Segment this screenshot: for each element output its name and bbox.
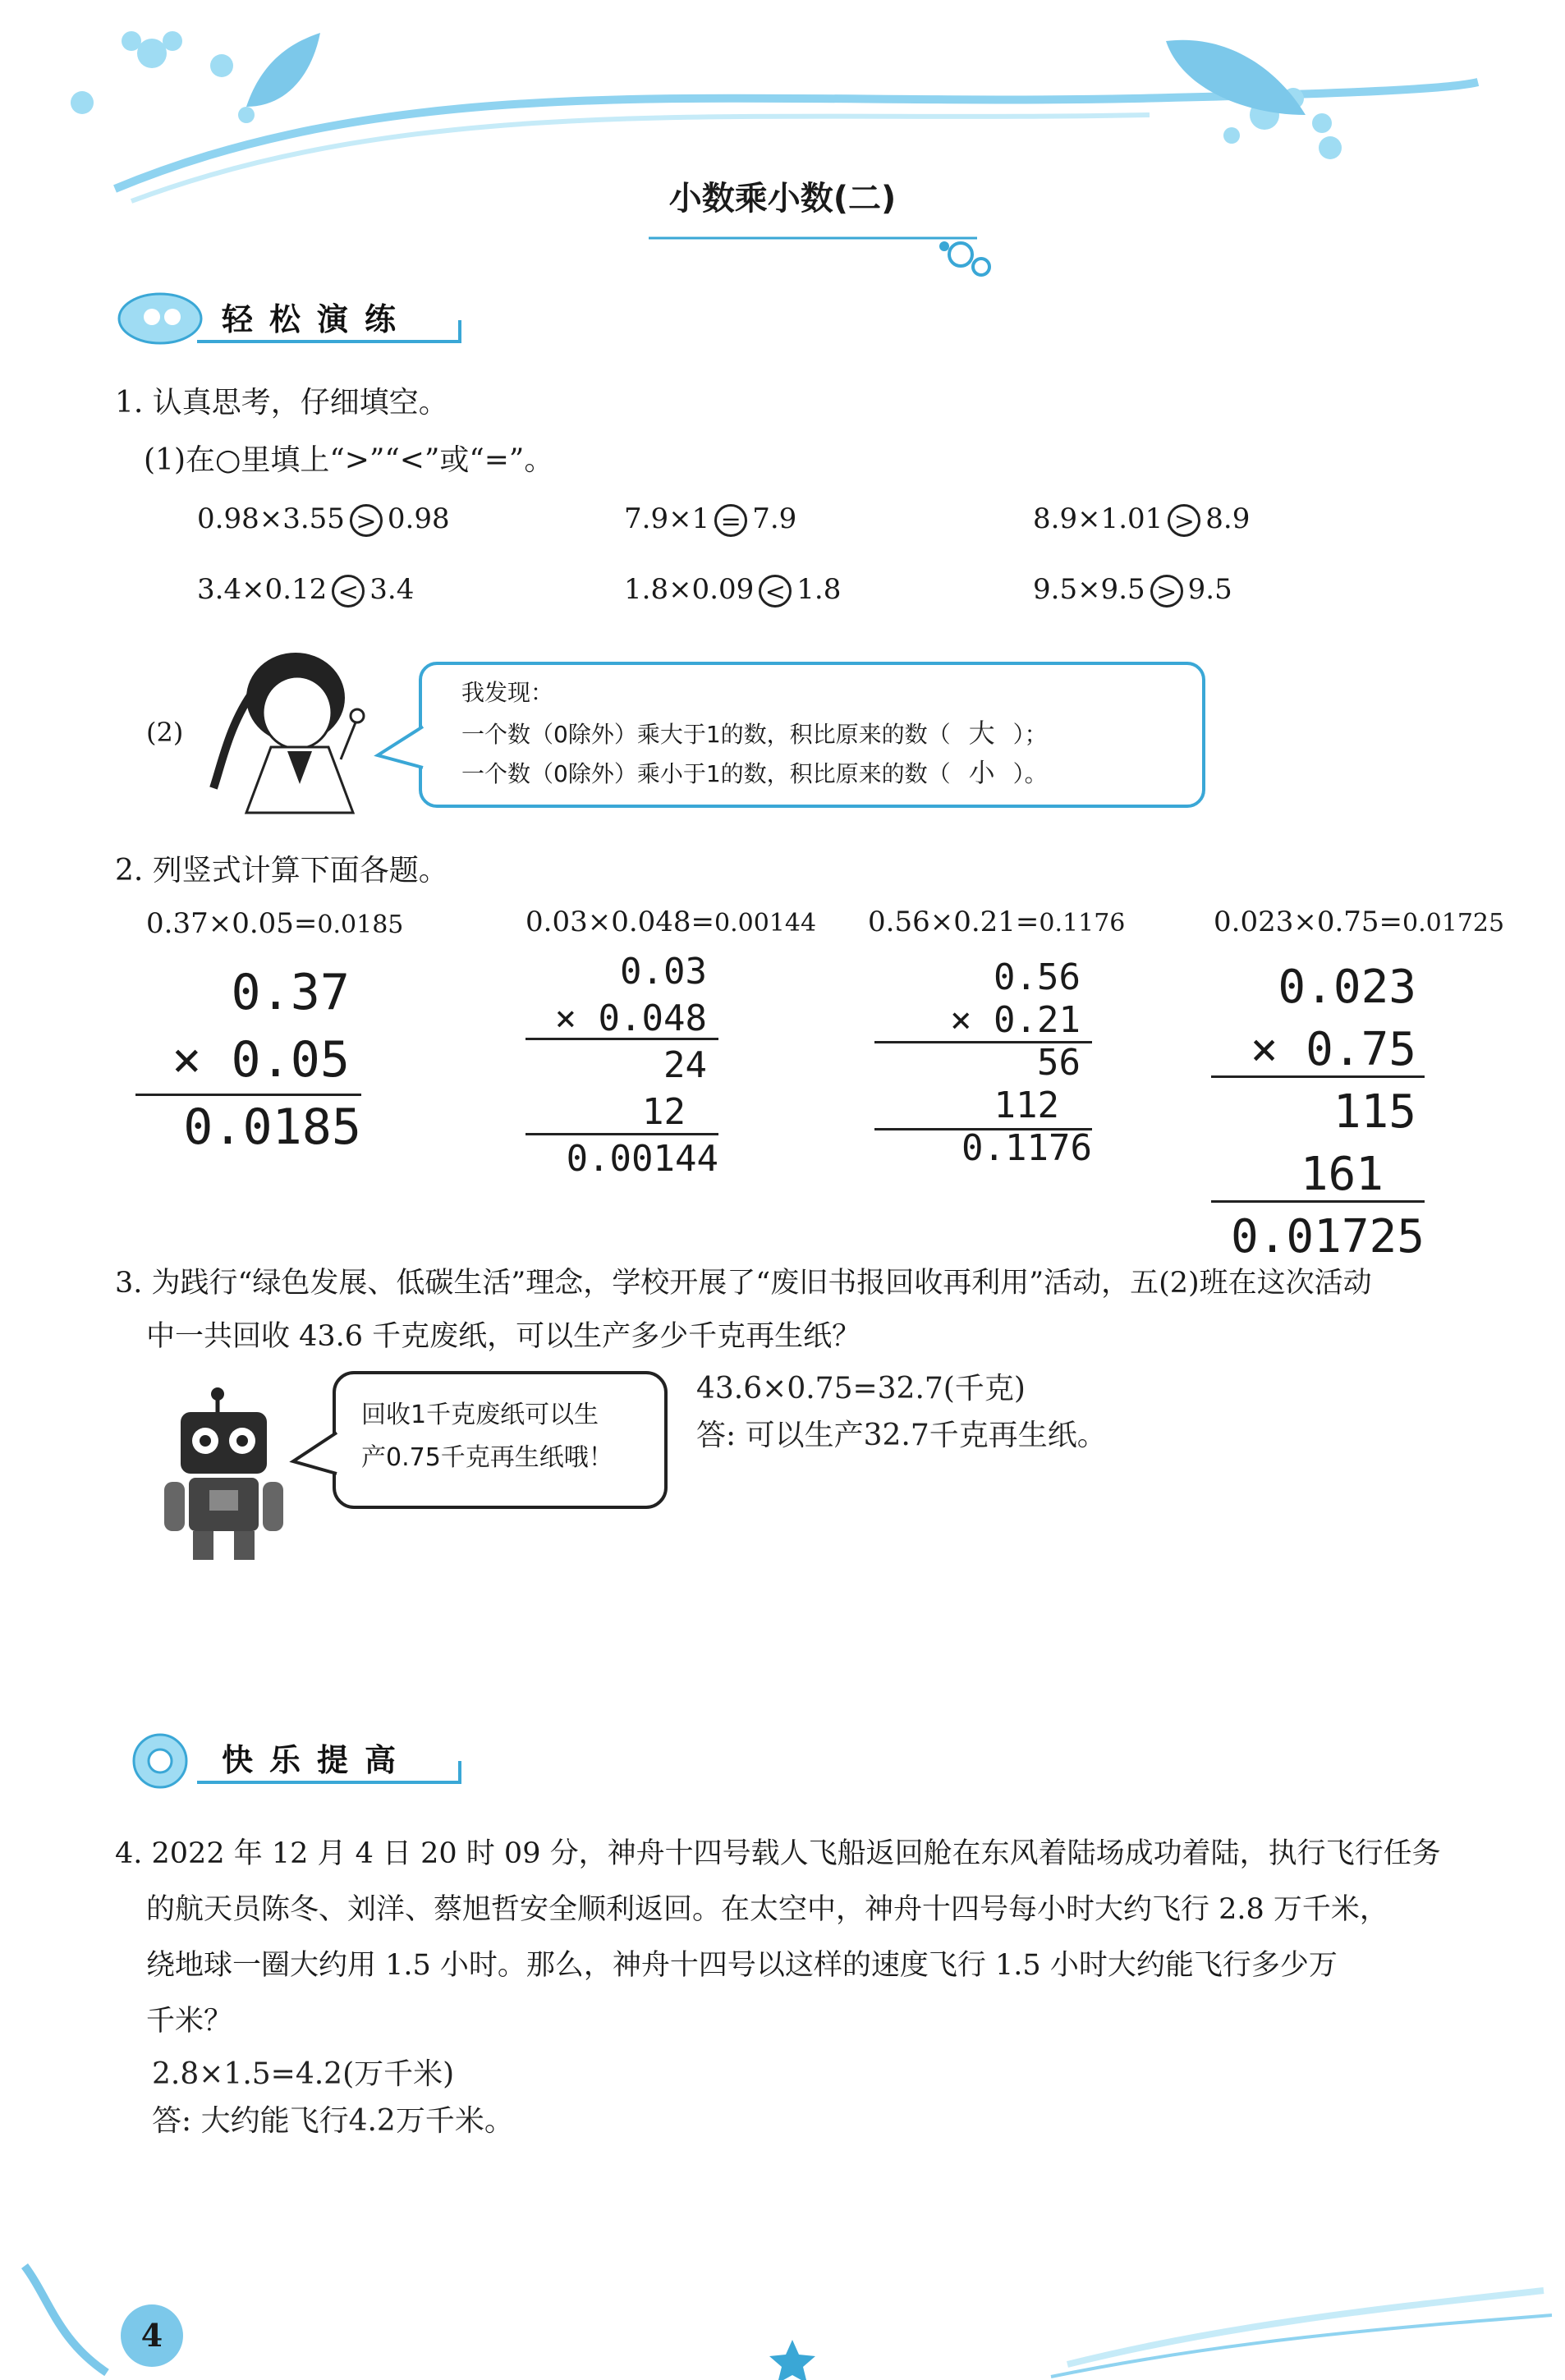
answer-small: 小 bbox=[968, 757, 995, 788]
comparison-5: 1.8×0.09 < 1.8 bbox=[624, 573, 842, 607]
q3-line-1: 3. 为践行“绿色发展、低碳生活”理念，学校开展了“废旧书报回收再利用”活动，五(2)班在这次活动 bbox=[115, 1267, 1372, 1300]
section-badge-practice bbox=[115, 287, 468, 345]
q1-heading: 1. 认真思考，仔细填空。 bbox=[115, 386, 448, 420]
calc-rule bbox=[874, 1041, 1092, 1043]
girl-illustration bbox=[197, 640, 369, 829]
q2-expr-4: 0.023×0.75=0.01725 bbox=[1214, 906, 1505, 938]
robot-bubble-line-1: 回收1千克废纸可以生 bbox=[361, 1401, 599, 1429]
discovery-title: 我发现： bbox=[461, 679, 554, 706]
discovery-line-2: 一个数（0除外）乘小于1的数，积比原来的数（ 小 ）。 bbox=[461, 757, 1048, 788]
q3-line-2: 中一共回收 43.6 千克废纸，可以生产多少千克再生纸？ bbox=[146, 1320, 861, 1353]
comparison-circle: > bbox=[1150, 575, 1183, 608]
q2-expr-2: 0.03×0.048=0.00144 bbox=[525, 906, 817, 938]
vertical-calc-4: 0.023 × 0.75 115 161 0.01725 bbox=[1230, 961, 1425, 1263]
section-badge-improve bbox=[115, 1728, 468, 1786]
robot-illustration bbox=[160, 1387, 304, 1564]
q4-line-2: 的航天员陈冬、刘洋、蔡旭哲安全顺利返回。在太空中，神舟十四号每小时大约飞行 2.8 万千米， bbox=[146, 1893, 1388, 1926]
header-decoration bbox=[0, 0, 1565, 296]
q4-line-4: 千米？ bbox=[146, 2005, 233, 2038]
q1-part2-label: (2) bbox=[146, 717, 184, 748]
comparison-circle: < bbox=[332, 575, 365, 608]
q3-answer-calc: 43.6×0.75=32.7(千克) bbox=[696, 1372, 1026, 1406]
comparison-circle: > bbox=[350, 504, 383, 537]
vertical-calc-3: 0.56 × 0.21 56 112 0.1176 bbox=[950, 956, 1092, 1169]
bubble-tail bbox=[374, 722, 425, 780]
comparison-circle: = bbox=[714, 504, 747, 537]
vertical-calc-2: 0.03 × 0.048 24 12 0.00144 bbox=[554, 951, 718, 1180]
q4-answer-text: 答: 大约能飞行4.2万千米。 bbox=[152, 2104, 514, 2138]
comparison-circle: < bbox=[759, 575, 792, 608]
calc-rule bbox=[135, 1094, 361, 1096]
q1-part1-intro: (1)在○里填上“>”“<”或“=”。 bbox=[144, 443, 554, 477]
q4-answer-calc: 2.8×1.5=4.2(万千米) bbox=[152, 2057, 455, 2091]
robot-bubble-line-2: 产0.75千克再生纸哦！ bbox=[361, 1443, 613, 1472]
q4-line-3: 绕地球一圈大约用 1.5 小时。那么，神舟十四号以这样的速度飞行 1.5 小时大约能飞行多少万 bbox=[146, 1949, 1338, 1982]
answer-big: 大 bbox=[968, 718, 995, 749]
calc-rule bbox=[1211, 1200, 1425, 1203]
q4-line-1: 4. 2022 年 12 月 4 日 20 时 09 分，神舟十四号载人飞船返回舱在东风着陆场成功着陆，执行飞行任务 bbox=[115, 1837, 1441, 1870]
footer-decoration bbox=[0, 2217, 1565, 2380]
discovery-line-1: 一个数（0除外）乘大于1的数，积比原来的数（ 大 ）； bbox=[461, 718, 1048, 749]
bubble-tail bbox=[289, 1428, 338, 1486]
page-title: 小数乘小数(二) bbox=[668, 180, 897, 218]
q3-answer-text: 答: 可以生产32.7千克再生纸。 bbox=[696, 1419, 1107, 1452]
comparison-1: 0.98×3.55 > 0.98 bbox=[197, 502, 450, 536]
comparison-2: 7.9×1 = 7.9 bbox=[624, 502, 797, 536]
comparison-circle: > bbox=[1168, 504, 1200, 537]
calc-rule bbox=[874, 1128, 1092, 1130]
q2-expr-1: 0.37×0.05=0.0185 bbox=[146, 907, 404, 940]
calc-rule bbox=[525, 1133, 718, 1135]
calc-rule bbox=[1211, 1075, 1425, 1078]
q2-heading: 2. 列竖式计算下面各题。 bbox=[115, 854, 448, 887]
comparison-3: 8.9×1.01 > 8.9 bbox=[1033, 502, 1251, 536]
comparison-6: 9.5×9.5 > 9.5 bbox=[1033, 573, 1232, 607]
q2-expr-3: 0.56×0.21=0.1176 bbox=[868, 906, 1126, 938]
vertical-calc-1: 0.37 × 0.05 0.0185 bbox=[172, 964, 361, 1156]
section-label-improve: 快乐提高 bbox=[222, 1742, 413, 1778]
comparison-4: 3.4×0.12 < 3.4 bbox=[197, 573, 415, 607]
calc-rule bbox=[525, 1038, 718, 1040]
section-label-practice: 轻松演练 bbox=[222, 301, 413, 337]
page-number: 4 bbox=[140, 2317, 163, 2354]
